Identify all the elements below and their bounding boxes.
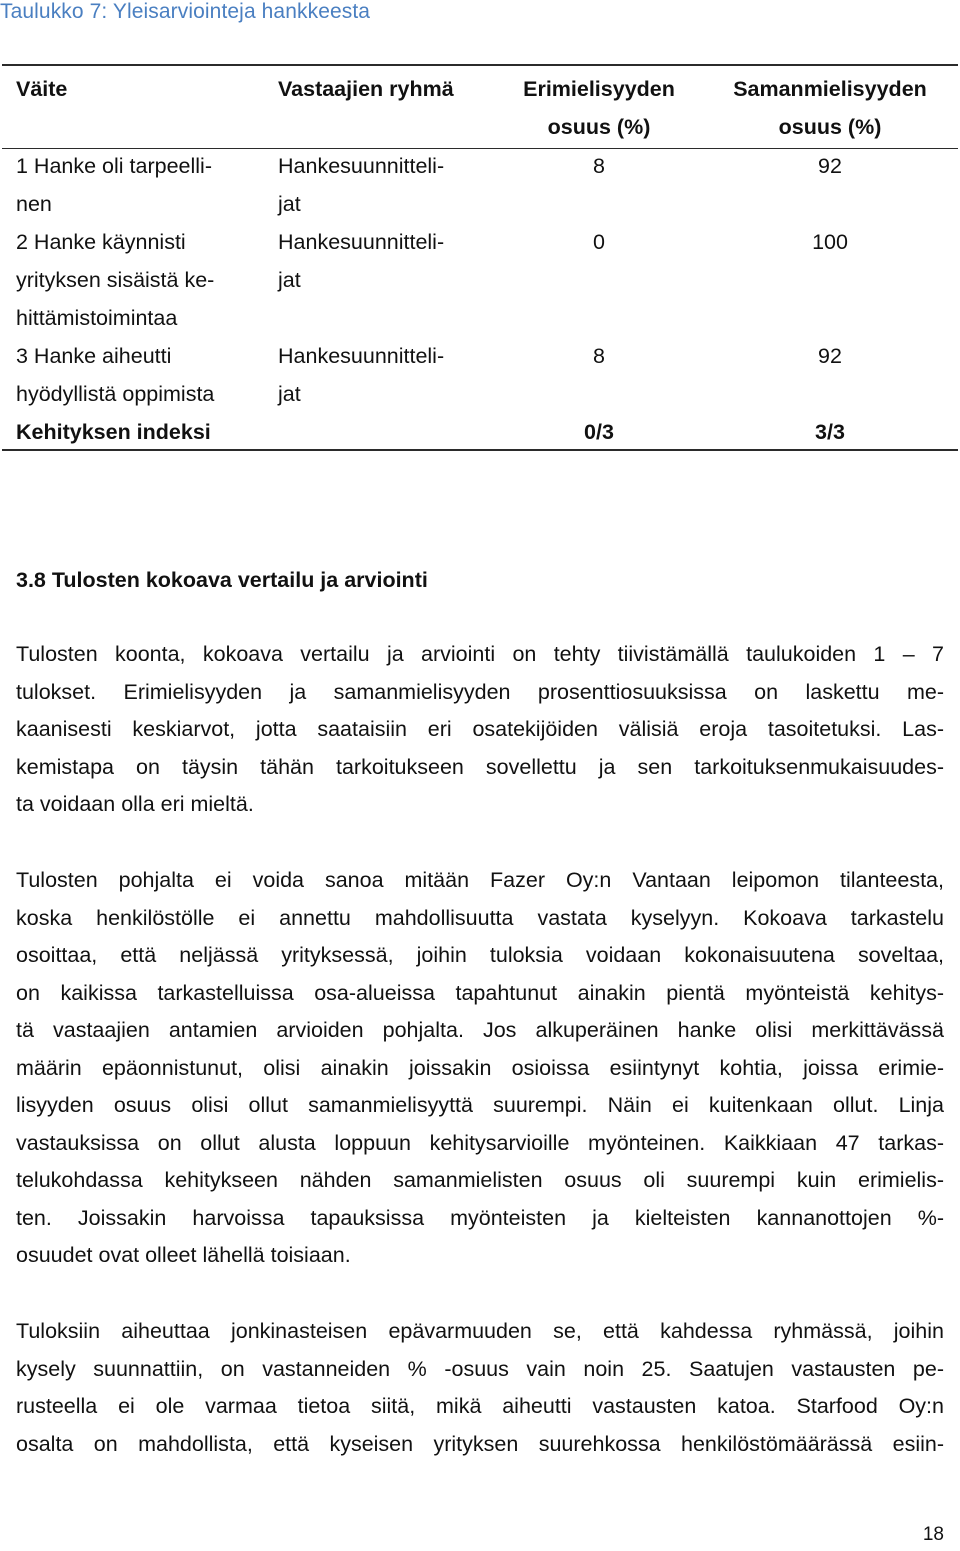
header-group: Vastaajien ryhmä [278,77,454,101]
paragraph-line: on kaikissa tarkastelluissa osa-alueissa tapahtunut ainakin pientä myönteistä kehitys- [16,980,944,1005]
paragraph-line: lisyyden osuus olisi ollut samanmielisyyttä suurempi. Näin ei kuitenkaan ollut. Linja [16,1093,944,1117]
header-claim: Väite [16,77,68,101]
paragraph-line: osalta on mahdollista, että kyseisen yrityksen suurehkossa henkilöstömäärässä esiin- [16,1431,944,1456]
paragraph-line: Tuloksiin aiheuttaa jonkinasteisen epävarmuuden se, että kahdessa ryhmässä, joihin [16,1319,944,1343]
paragraph-line: rusteella ei ole varmaa tietoa siitä, mikä aiheutti vastausten katoa. Starfood Oy:n [16,1394,944,1418]
header-agree: Samanmielisyyden osuus (%) [733,77,927,139]
row-1-agree: 92 [818,154,842,178]
table-caption: Taulukko 7: Yleisarviointeja hankkeesta [0,0,371,23]
paragraph-line: osoittaa, että neljässä yrityksessä, joihin tuloksia voidaan kokonaisuutena soveltaa, [16,943,944,967]
section-heading: 3.8 Tulosten kokoava vertailu ja arviointi [16,568,428,592]
paragraph-line: telukohdassa kehitykseen nähden samanmielisten osuus oli suurempi kuin erimielis- [16,1168,944,1192]
row-3-group: Hankesuunnitteli- jat [278,344,445,406]
paragraph-line: määrin epäonnistunut, olisi ainakin joissakin osioissa esiintynyt kohtia, joissa erimie- [16,1055,944,1080]
paragraph-line: osuudet ovat olleet lähellä toisiaan. [16,1243,351,1267]
paragraph-line: Tulosten koonta, kokoava vertailu ja arviointi on tehty tiivistämällä taulukoiden 1 – 7 [16,642,944,666]
row-3-disagree: 8 [593,344,605,368]
paragraph-line: kemistapa on täysin tähän tarkoitukseen sovellettu ja sen tarkoituksenmukaisuudes- [16,754,944,779]
paragraph-3 [16,1313,944,1463]
paragraph-line: tulokset. Erimielisyyden ja samanmielisyyden prosenttiosuuksissa on laskettu me- [16,679,944,704]
paragraph-line: Tulosten pohjalta ei voida sanoa mitään Fazer Oy:n Vantaan leipomon tilanteesta, [16,868,944,892]
page-number: 18 [922,1524,944,1545]
paragraph-line: kysely suunnattiin, on vastanneiden % -osuus vain noin 25. Saatujen vastausten pe- [16,1356,944,1381]
row-2-disagree: 0 [593,230,605,254]
paragraph-line: tä vastaajien antamien arvioiden pohjalta. Jos alkuperäinen hanke olisi merkittävässä [16,1018,944,1042]
footer-label: Kehityksen indeksi [16,420,211,444]
row-2-agree: 100 [812,230,848,254]
paragraph-line: ten. Joissakin harvoissa tapauksissa myönteisten ja kielteisten kannanottojen %- [16,1205,944,1230]
paragraph-line: kaanisesti keskiarvot, jotta saataisiin eri osatekijöiden välisiä eroja tasoitetuksi. Las- [16,717,944,741]
header-disagree: Erimielisyyden osuus (%) [523,77,675,139]
footer-agree: 3/3 [815,420,845,444]
row-2-group: Hankesuunnitteli- jat [278,230,445,292]
table-yleisarviointeja [2,64,958,451]
paragraph-line: koska henkilöstölle ei annettu mahdollisuutta vastata kyselyyn. Kokoava tarkastelu [16,905,944,930]
paragraph-2 [16,862,944,1275]
paragraph-line: vastauksissa on ollut alusta loppuun kehitysarvioille myönteinen. Kaikkiaan 47 tarkas- [16,1130,944,1155]
footer-disagree: 0/3 [584,420,614,444]
row-3-agree: 92 [818,344,842,368]
paragraph-1 [16,636,944,824]
row-2-claim: 2 Hanke käynnisti yrityksen sisäistä ke- hittämistoimintaa [16,230,215,330]
paragraph-line: ta voidaan olla eri mieltä. [16,792,254,816]
row-1-group: Hankesuunnitteli- jat [278,154,445,216]
row-1-claim: 1 Hanke oli tarpeelli- nen [16,154,212,216]
row-3-claim: 3 Hanke aiheutti hyödyllistä oppimista [16,344,215,406]
row-1-disagree: 8 [593,154,605,178]
